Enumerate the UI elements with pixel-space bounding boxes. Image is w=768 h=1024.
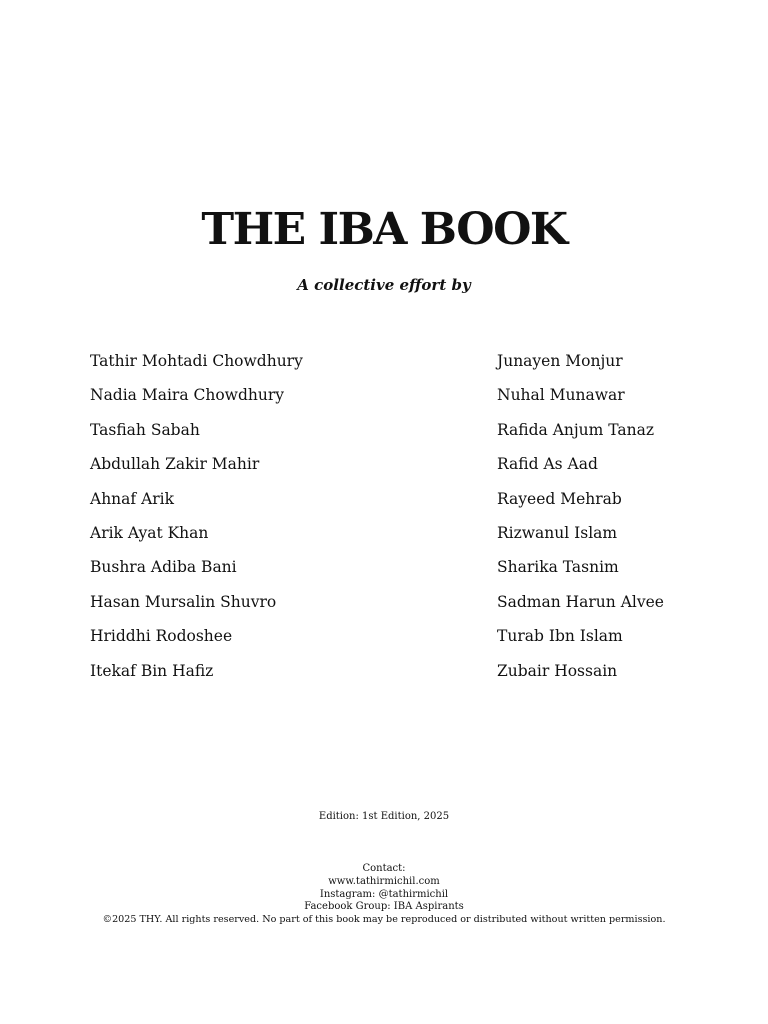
authors-left-column	[90, 346, 303, 690]
author-name: Nadia Maira Chowdhury	[90, 386, 284, 405]
author-name: Nuhal Munawar	[497, 386, 625, 405]
copyright-notice: ©2025 THY. All rights reserved. No part of this book may be reproduced or distributed without written permission.	[102, 914, 666, 926]
author-name: Turab Ibn Islam	[497, 627, 623, 646]
author-name: Tathir Mohtadi Chowdhury	[90, 352, 303, 370]
author-name: Zubair Hossain	[497, 661, 618, 680]
author-name: Junayen Monjur	[497, 352, 623, 370]
author-name: Sharika Tasnim	[497, 558, 619, 577]
author-name: Sadman Harun Alvee	[497, 592, 664, 611]
author-name: Arik Ayat Khan	[90, 523, 209, 542]
contact-instagram: Instagram: @tathirmichil	[319, 888, 449, 900]
author-name: Bushra Adiba Bani	[90, 558, 237, 577]
contact-website: www.tathirmichil.com	[328, 875, 440, 887]
author-name: Tasfiah Sabah	[90, 420, 200, 439]
author-name: Rayeed Mehrab	[497, 489, 622, 508]
author-name: Itekaf Bin Hafiz	[90, 661, 214, 680]
book-subtitle: A collective effort by	[297, 276, 471, 294]
contact-block	[0, 863, 768, 927]
author-name: Rafida Anjum Tanaz	[497, 420, 655, 439]
book-title: THE IBA BOOK	[201, 204, 567, 255]
edition-line: Edition: 1st Edition, 2025	[318, 811, 450, 822]
contact-facebook: Facebook Group: IBA Aspirants	[304, 901, 464, 913]
author-name: Abdullah Zakir Mahir	[90, 455, 260, 474]
authors-right-column	[497, 346, 664, 690]
author-name: Rafid As Aad	[497, 455, 598, 474]
author-name: Rizwanul Islam	[497, 523, 618, 542]
author-name: Hriddhi Rodoshee	[90, 627, 233, 646]
contact-heading: Contact:	[362, 863, 406, 874]
author-name: Ahnaf Arik	[90, 489, 175, 508]
author-name: Hasan Mursalin Shuvro	[90, 592, 277, 611]
